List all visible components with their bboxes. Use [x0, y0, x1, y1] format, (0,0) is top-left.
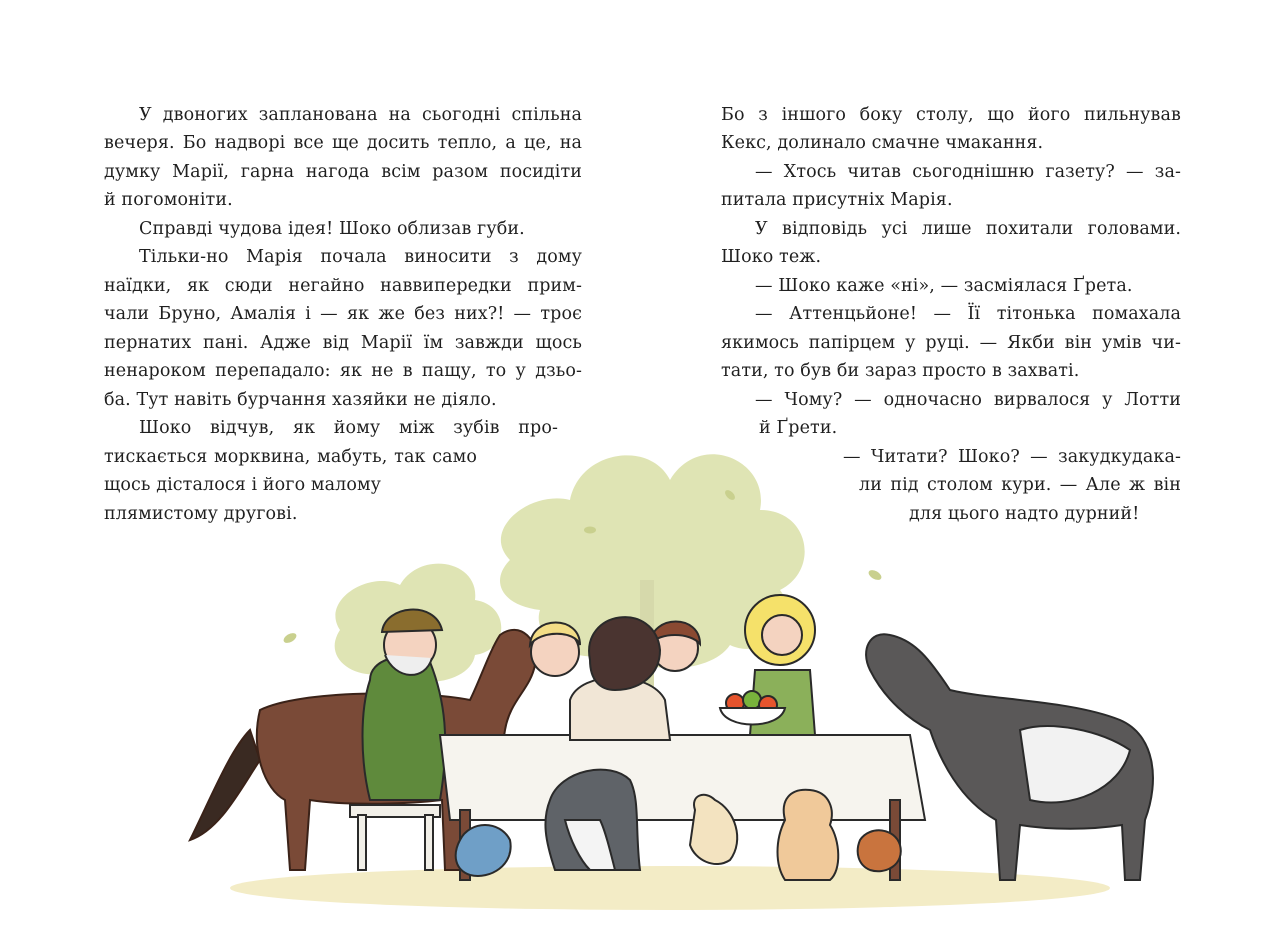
text-line: Шоко відчув, як йому між зубів про-	[139, 418, 558, 438]
text-line: вечеря. Бо надворі все ще досить тепло, а це, на	[104, 133, 582, 153]
text-line: плямистому другові.	[104, 504, 298, 524]
text-line: тискається морквина, мабуть, так само	[104, 447, 477, 467]
text-line: ба. Тут навіть бурчання хазяйки не діяло.	[104, 390, 497, 410]
cat-figure	[778, 790, 839, 880]
text-line: Шоко теж.	[721, 247, 822, 267]
text-line: — Хтось читав сьогоднішню газету? — за-	[755, 162, 1181, 182]
text-line: ли під столом кури. — Але ж він	[859, 475, 1181, 495]
text-line: для цього надто дурний!	[909, 504, 1140, 524]
text-line: Тільки-но Марія почала виносити з дому	[139, 247, 582, 267]
text-line: — Читати? Шоко? — закудкудака-	[843, 447, 1181, 467]
text-line: тати, то був би зараз просто в захваті.	[721, 361, 1080, 381]
text-line: питала присутніх Марія.	[721, 190, 953, 210]
text-line: якимось папірцем у руці. — Якби він умів чи-	[721, 333, 1181, 353]
text-line: наїдки, як сюди негайно наввипередки прим-	[104, 276, 582, 296]
table	[440, 735, 925, 880]
text-line: — Шоко каже «ні», — засміялася Ґрета.	[755, 276, 1133, 296]
text-line: щось дісталося і його малому	[104, 475, 382, 495]
text-line: Кекс, долинало смачне чмакання.	[721, 133, 1044, 153]
text-line: й погомоніти.	[104, 190, 233, 210]
text-line: й Ґрети.	[759, 418, 838, 438]
text-line: У відповідь усі лише похитали головами.	[755, 219, 1181, 239]
dog-figure	[545, 770, 640, 870]
text-line: — Чому? — одночасно вирвалося у Лотти	[755, 390, 1181, 410]
text-line: — Аттенцьйоне! — Її тітонька помахала	[755, 304, 1181, 324]
ground-shadow	[230, 866, 1110, 910]
text-line: пернатих пані. Адже від Марії їм завжди щось	[104, 333, 582, 353]
dinner-table-illustration	[170, 400, 1170, 920]
text-line: чали Бруно, Амалія і — як же без них?! — троє	[104, 304, 582, 324]
text-line: Бо з іншого боку столу, що його пильнував	[721, 105, 1181, 125]
text-line: Справді чудова ідея! Шоко облизав губи.	[139, 219, 525, 239]
text-line: У двоногих запланована на сьогодні спільна	[139, 105, 582, 125]
text-line: думку Марії, гарна нагода всім разом посидіти	[104, 162, 582, 182]
text-line: ненароком перепадало: як не в пащу, то у дзьо-	[104, 361, 582, 381]
